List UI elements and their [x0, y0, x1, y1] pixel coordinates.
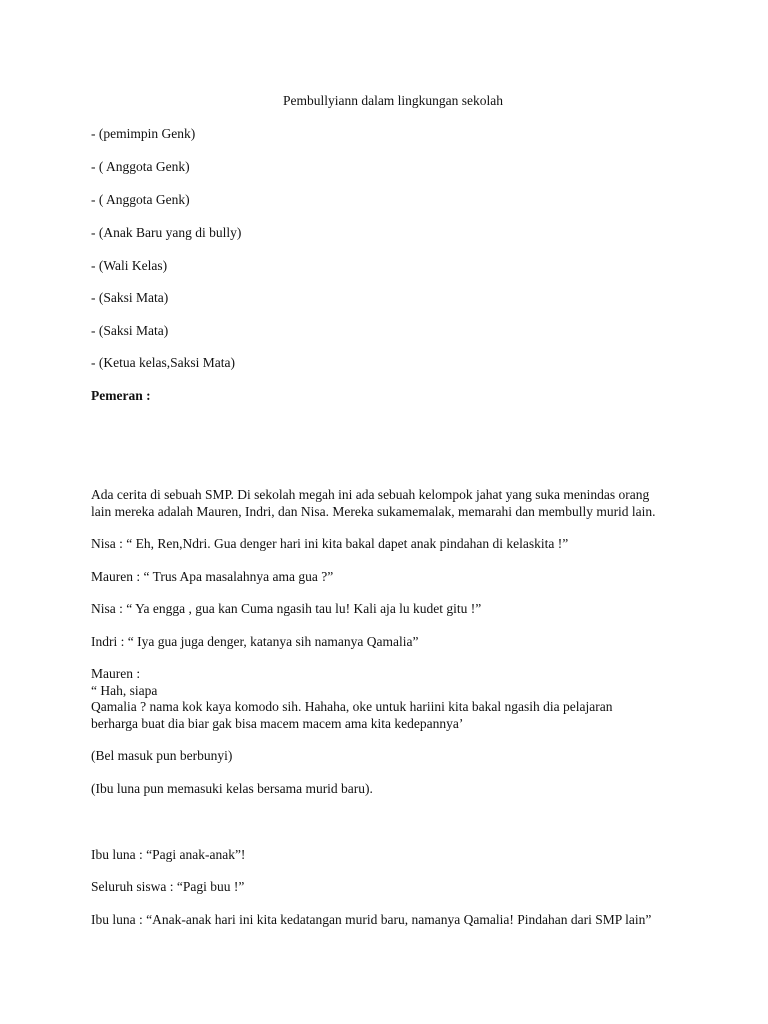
- dialog-line: Nisa : “ Ya engga , gua kan Cuma ngasih tau lu! Kali aja lu kudet gitu !”: [91, 601, 482, 616]
- role-item: - ( Anggota Genk): [91, 192, 190, 207]
- dialog-line: Ibu luna : “Pagi anak-anak”!: [91, 847, 246, 862]
- dialog-line: Seluruh siswa : “Pagi buu !”: [91, 879, 245, 894]
- dialog-line: Qamalia ? nama kok kaya komodo sih. Hahaha, oke untuk hariini kita bakal ngasih dia pelajaran: [91, 699, 613, 714]
- cast-heading: Pemeran :: [91, 388, 151, 403]
- dialog-line: Nisa : “ Eh, Ren,Ndri. Gua denger hari ini kita bakal dapet anak pindahan di kelaskita !”: [91, 536, 569, 551]
- role-item: - (Saksi Mata): [91, 290, 169, 305]
- role-item: - (Saksi Mata): [91, 323, 169, 338]
- role-item: - (Wali Kelas): [91, 258, 168, 273]
- dialog-line: berharga buat dia biar gak bisa macem macem ama kita kedepannya’: [91, 715, 464, 731]
- dialog-line: Ibu luna : “Anak-anak hari ini kita kedatangan murid baru, namanya Qamalia! Pindahan dari SMP lain”: [91, 912, 652, 927]
- dialog-line: Mauren : “ Trus Apa masalahnya ama gua ?”: [91, 569, 334, 584]
- dialog-line: Mauren :: [91, 666, 141, 681]
- dialog-line: “ Hah, siapa: [91, 682, 158, 698]
- dialog-line: Indri : “ Iya gua juga denger, katanya sih namanya Qamalia”: [91, 634, 419, 649]
- role-item: - (Ketua kelas,Saksi Mata): [91, 355, 235, 370]
- role-item: - ( Anggota Genk): [91, 159, 190, 174]
- intro-paragraph: [91, 487, 691, 520]
- stage-direction: (Ibu luna pun memasuki kelas bersama murid baru).: [91, 781, 373, 796]
- role-item: - (pemimpin Genk): [91, 126, 196, 141]
- role-item: - (Anak Baru yang di bully): [91, 225, 242, 240]
- mauren-dialog-block: [91, 666, 691, 732]
- document-title: Pembullyiann dalam lingkungan sekolah: [282, 93, 504, 108]
- stage-direction: (Bel masuk pun berbunyi): [91, 748, 233, 763]
- intro-line: lain mereka adalah Mauren, Indri, dan Nisa. Mereka sukamemalak, memarahi dan membully murid lain.: [91, 503, 656, 519]
- intro-line: Ada cerita di sebuah SMP. Di sekolah megah ini ada sebuah kelompok jahat yang suka menindas orang: [91, 487, 650, 502]
